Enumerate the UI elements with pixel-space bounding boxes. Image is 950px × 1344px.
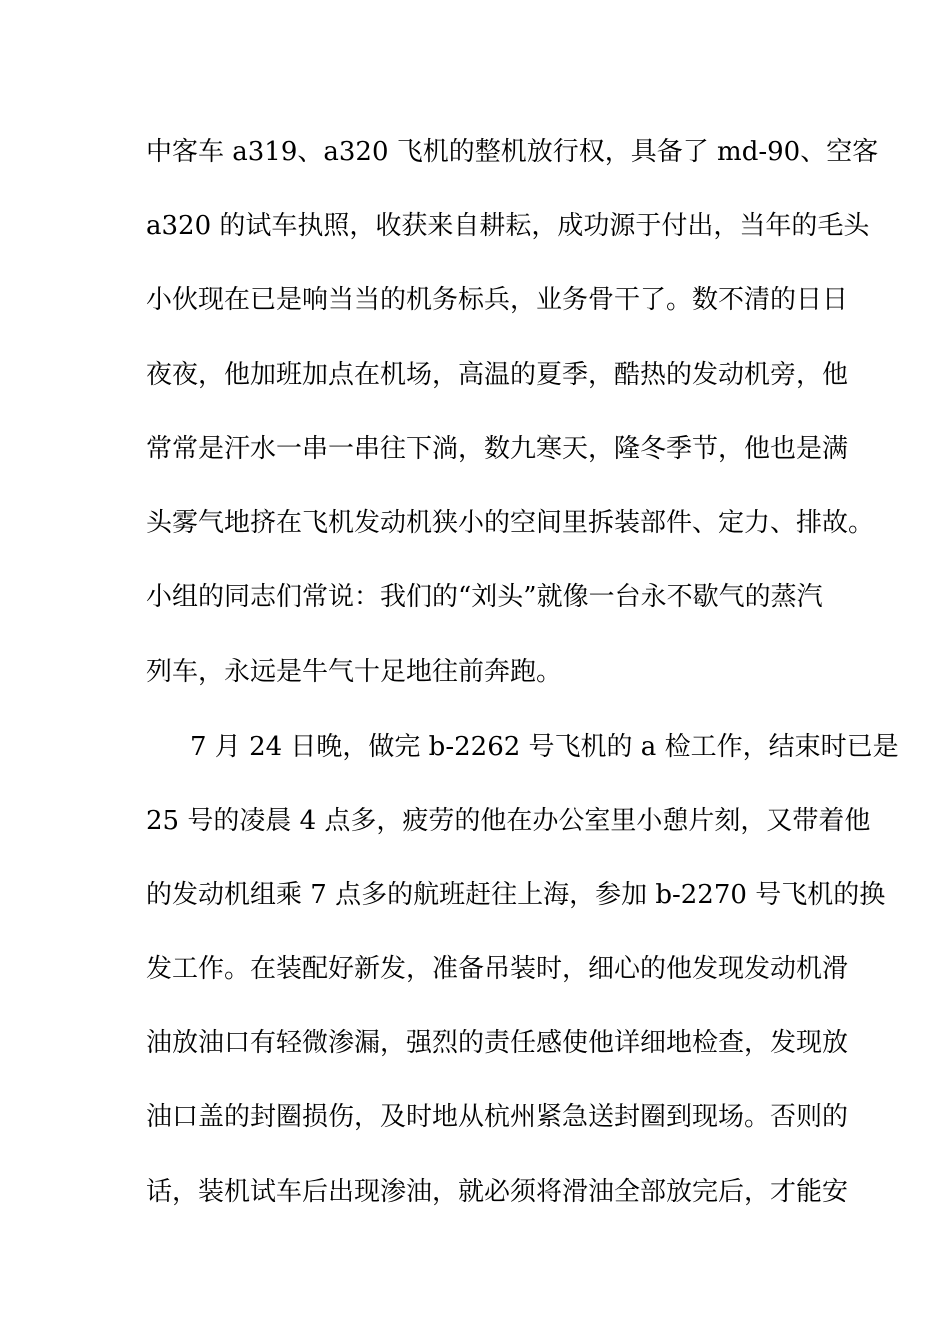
text-line: 25 号的凌晨 4 点多，疲劳的他在办公室里小憩片刻，又带着他 xyxy=(146,806,871,836)
text-line: 话，装机试车后出现渗油，就必须将滑油全部放完后，才能安 xyxy=(146,1177,849,1207)
text-line: 油放油口有轻微渗漏，强烈的责任感使他详细地检查，发现放 xyxy=(146,1028,849,1058)
text-line: 发工作。在装配好新发，准备吊装时，细心的他发现发动机滑 xyxy=(146,954,849,984)
text-line: a320 的试车执照，收获来自耕耘，成功源于付出，当年的毛头 xyxy=(146,211,870,241)
text-line: 头雾气地挤在飞机发动机狭小的空间里拆装部件、定力、排故。 xyxy=(146,508,875,538)
text-line: 列车，永远是牛气十足地往前奔跑。 xyxy=(146,657,563,687)
text-line: 小伙现在已是响当当的机务标兵，业务骨干了。数不清的日日 xyxy=(146,285,849,315)
text-line: 夜夜，他加班加点在机场，高温的夏季，酷热的发动机旁，他 xyxy=(146,360,849,390)
paragraph-first-line: 7 月 24 日晚，做完 b-2262 号飞机的 a 检工作，结束时已是 xyxy=(190,732,899,762)
text-line: 油口盖的封圈损伤，及时地从杭州紧急送封圈到现场。否则的 xyxy=(146,1102,849,1132)
text-line: 小组的同志们常说：我们的“刘头”就像一台永不歇气的蒸汽 xyxy=(146,582,823,612)
text-line: 的发动机组乘 7 点多的航班赶往上海，参加 b-2270 号飞机的换 xyxy=(146,880,886,910)
text-line: 中客车 a319、a320 飞机的整机放行权，具备了 md-90、空客 xyxy=(146,137,879,167)
text-line: 常常是汗水一串一串往下淌，数九寒天，隆冬季节，他也是满 xyxy=(146,434,849,464)
